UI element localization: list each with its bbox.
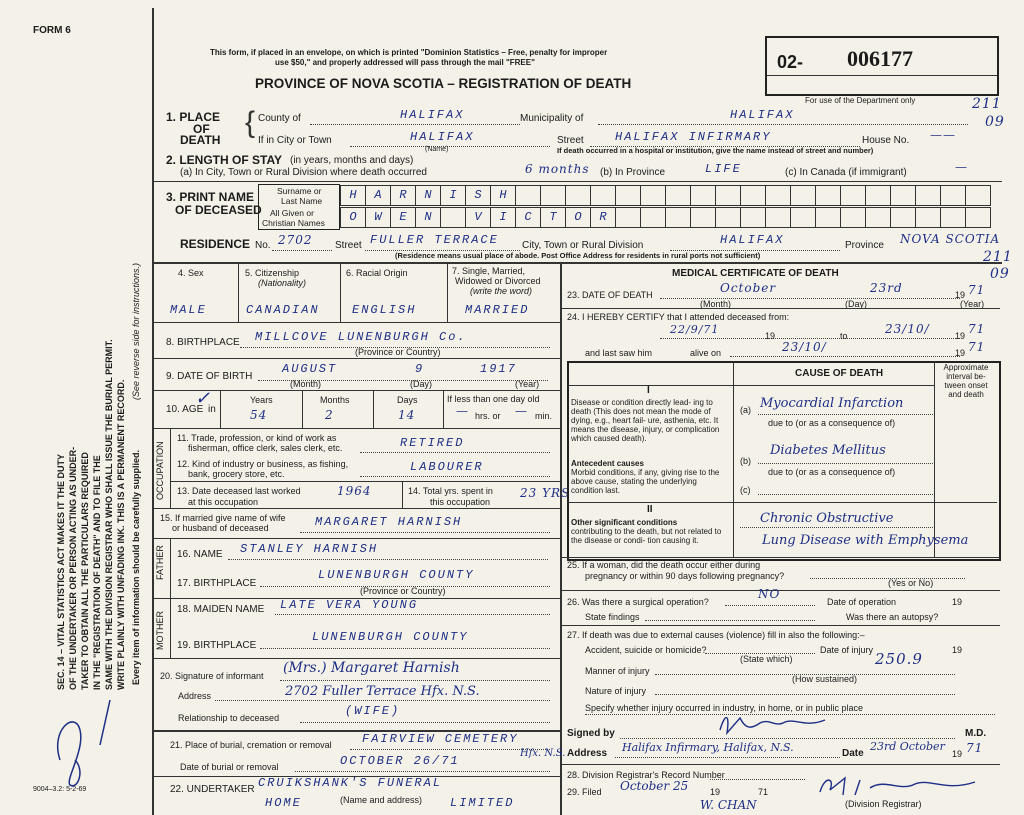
county-label: County of <box>258 113 301 124</box>
given-label: All Given or <box>270 208 314 218</box>
letter-box <box>790 185 816 206</box>
residence-label: RESIDENCE <box>180 237 251 251</box>
letter-box: R <box>390 185 416 206</box>
autopsy-label: Was there an autopsy? <box>846 612 939 622</box>
letter-box <box>865 185 891 206</box>
residence-city-label: City, Town or Rural Division <box>522 240 644 251</box>
certify-to-prefix: 19 <box>765 331 776 341</box>
side-text-1: SEC. 14 – VITAL STATISTICS ACT MAKES IT THE DUTY <box>56 453 66 690</box>
form-code: 9004–3.2: 5-2-69 <box>33 786 87 793</box>
city-value: HALIFAX <box>410 130 475 144</box>
certify-to-year: 71 <box>968 322 986 336</box>
last-worked-value: 1964 <box>337 484 372 498</box>
header-line2: use $50," and properly addressed will pass through the mail "FREE" <box>275 58 535 67</box>
accident-label: Accident, suicide or homicide? <box>585 645 707 655</box>
dept-code-4: 09 <box>990 266 1010 282</box>
father-bp-value: LUNENBURGH COUNTY <box>318 568 475 582</box>
letter-box <box>940 185 966 206</box>
s2-b-label: (b) In Province <box>600 167 666 178</box>
cause-b-label: (b) <box>740 456 751 466</box>
father-prov-sub: (Province or Country) <box>360 586 446 596</box>
age-years: 54 <box>250 408 268 422</box>
father-label: 16. NAME <box>177 549 223 560</box>
undertaker-value3: LIMITED <box>450 796 515 810</box>
age-months: 2 <box>325 408 334 422</box>
s2-a-label: (a) In City, Town or Rural Division where death occurred <box>180 167 427 178</box>
brace: { <box>245 106 256 139</box>
letter-box: T <box>540 207 566 228</box>
side-text-6: WRITE PLAINLY WITH UNFADING INK. THIS IS A PERMANENT RECORD. <box>116 379 126 690</box>
cause-a-value: Myocardial Infarction <box>760 396 904 411</box>
less-day: If less than one day old <box>447 394 540 404</box>
racial-label: 6. Racial Origin <box>346 268 408 278</box>
letter-box <box>440 207 466 228</box>
state-which: (State which) <box>740 654 793 664</box>
how-sub: (How sustained) <box>792 674 858 684</box>
residence-note: (Residence means usual place of abode. Post Office Address for residents in rural ports not sufficient) <box>395 251 761 260</box>
side-text-5: SAME WITH THE DIVISION REGISTRAR WHO SHALL ISSUE THE BURIAL PERMIT. <box>104 339 114 690</box>
month-sub: (Month) <box>290 379 322 389</box>
side-text-8: (See reverse side for instructions.) <box>131 262 141 400</box>
signer-date-19: 19 <box>952 749 963 759</box>
alive-date: 23/10/ <box>782 340 827 354</box>
findings-label: State findings <box>585 612 640 622</box>
op-date-label: Date of operation <box>827 597 897 607</box>
dod-year: 71 <box>968 283 986 297</box>
s3-label1: 3. PRINT NAME <box>166 190 255 204</box>
manner-label: Manner of injury <box>585 666 650 676</box>
reg-number: 006177 <box>847 46 913 71</box>
alive-year: 71 <box>968 340 986 354</box>
letter-box <box>840 185 866 206</box>
medical-title: MEDICAL CERTIFICATE OF DEATH <box>672 268 839 279</box>
alive-on-label: alive on <box>690 348 722 358</box>
part2-label: II <box>647 504 653 515</box>
side-text-4: IN THE "REGISTRATION OF DEATH" AND TO FILE THE <box>92 455 102 690</box>
mother-bp-value: LUNENBURGH COUNTY <box>312 630 469 644</box>
burial-place-label: 21. Place of burial, cremation or removal <box>170 740 332 750</box>
relation-label: Relationship to deceased <box>178 713 280 723</box>
signer-date-year: 71 <box>966 741 984 755</box>
signature-mark <box>30 690 130 790</box>
trade-value: RETIRED <box>400 436 465 450</box>
relation-value: (WIFE) <box>345 704 401 718</box>
letter-box <box>540 185 566 206</box>
letter-box <box>815 207 841 228</box>
letter-box <box>715 207 741 228</box>
informant-address: 2702 Fuller Terrace Hfx. N.S. <box>285 684 480 699</box>
letter-box: W <box>365 207 391 228</box>
birthplace-sub: (Province or Country) <box>355 347 441 357</box>
age-label: 10. AGE <box>166 404 204 415</box>
side-text-3: TAKER TO OBTAIN ALL THE PARTICULARS REQUIRED <box>80 452 90 690</box>
letter-box <box>865 207 891 228</box>
due-label-2: due to (or as a consequence of) <box>768 467 896 477</box>
specify-label: Specify whether injury occurred in industry, in home, or in public place <box>585 703 863 713</box>
letter-box <box>915 185 941 206</box>
filed-19: 19 <box>710 787 721 797</box>
dod-day: 23rd <box>870 281 903 295</box>
citizenship-sub: (Nationality) <box>258 278 307 288</box>
op-date-19: 19 <box>952 597 963 607</box>
letter-box <box>890 185 916 206</box>
cause-c-label: (c) <box>740 485 751 495</box>
spouse-label2: or husband of deceased <box>172 523 269 533</box>
letter-box: O <box>565 207 591 228</box>
cause-b-value: Diabetes Mellitus <box>770 443 886 458</box>
months-label: Months <box>320 395 350 405</box>
header-line1: This form, if placed in an envelope, on which is printed "Dominion Statistics – Free, penalty for improper <box>210 48 608 57</box>
municipality-label: Municipality of <box>520 113 584 124</box>
letter-box <box>790 207 816 228</box>
letter-box: O <box>340 207 366 228</box>
s2-b-value: LIFE <box>705 162 742 176</box>
surname-label2: Last Name <box>281 196 323 206</box>
undertaker-value2: HOME <box>265 796 302 810</box>
q28-label: 28. Division Registrar's Record Number <box>567 770 725 780</box>
surname-label: Surname or <box>277 186 322 196</box>
q25-label: 25. If a woman, did the death occur either during <box>567 560 761 570</box>
age-in: in <box>208 404 216 415</box>
cause-a-label: (a) <box>740 405 751 415</box>
informant-signature: (Mrs.) Margaret Harnish <box>283 660 460 676</box>
physician-signature <box>715 708 845 740</box>
total-label2: this occupation <box>430 497 491 507</box>
years-label: Years <box>250 395 273 405</box>
nature-label: Nature of injury <box>585 686 647 696</box>
form-title: PROVINCE OF NOVA SCOTIA – REGISTRATION OF DEATH <box>255 76 632 91</box>
marital-label: 7. Single, Married, <box>452 266 526 276</box>
certify-from: 22/9/71 <box>670 323 720 336</box>
letter-box <box>590 185 616 206</box>
side-text-7: Every item of information should be carefully supplied. <box>131 449 141 685</box>
spouse-label: 15. If married give name of wife <box>160 513 286 523</box>
hrs-label: hrs. or <box>475 411 501 421</box>
citizenship-label: 5. Citizenship <box>245 268 300 278</box>
signer-address-label: Address <box>567 748 608 759</box>
certify-to: 23/10/ <box>885 322 930 336</box>
letter-box <box>515 185 541 206</box>
dept-code-3: 211 <box>983 249 1013 265</box>
last-saw-label: and last saw him <box>585 348 653 358</box>
street-value: HALIFAX INFIRMARY <box>615 130 772 144</box>
filed-value: October 25 <box>620 779 689 793</box>
letter-box <box>640 185 666 206</box>
residence-province-label: Province <box>845 240 884 251</box>
residence-city: HALIFAX <box>720 233 785 247</box>
burial-place: FAIRVIEW CEMETERY <box>362 732 519 746</box>
yes-no-sub: (Yes or No) <box>888 578 934 588</box>
registrar-sub: (Division Registrar) <box>845 799 922 809</box>
sex-label: 4. Sex <box>178 268 204 278</box>
other-value-1: Chronic Obstructive <box>760 511 894 526</box>
letter-box: H <box>340 185 366 206</box>
s2-a-value: 6 months <box>525 162 590 176</box>
q25b-label: pregnancy or within 90 days following pregnancy? <box>585 571 785 581</box>
father-value: STANLEY HARNISH <box>240 542 379 556</box>
mother-bp-label: 19. BIRTHPLACE <box>177 640 257 651</box>
year-sub: (Year) <box>515 379 540 389</box>
letter-box: N <box>415 185 441 206</box>
dod-month: October <box>720 281 777 295</box>
letter-box <box>565 185 591 206</box>
part1-label: I <box>647 385 650 396</box>
letter-box <box>665 207 691 228</box>
certify-to-year-prefix: 19 <box>955 331 966 341</box>
letter-box <box>740 207 766 228</box>
letter-box <box>815 185 841 206</box>
checkmark-icon: ✓ <box>195 388 212 409</box>
min-value: — <box>515 404 528 418</box>
trade-label2: fisherman, office clerk, sales clerk, etc. <box>188 443 343 453</box>
signer-date-label: Date <box>842 748 864 759</box>
letter-box <box>615 207 641 228</box>
mother-label: 18. MAIDEN NAME <box>177 604 265 615</box>
letter-box: S <box>465 185 491 206</box>
registration-box <box>765 36 999 96</box>
letter-box <box>915 207 941 228</box>
dept-code-2: 09 <box>985 114 1005 130</box>
letter-box <box>940 207 966 228</box>
residence-province: NOVA SCOTIA <box>900 232 1001 246</box>
days-label: Days <box>397 395 418 405</box>
disease-label: Disease or condition directly lead- ing to death (This does not mean the mode of dying, e.g., heart fail- ure, asthenia, etc. It means the disease, injury, or complication which caused death). <box>571 398 720 443</box>
residence-no: 2702 <box>278 233 313 247</box>
s1-of: OF <box>193 122 210 136</box>
letter-box: A <box>365 185 391 206</box>
county-value: HALIFAX <box>400 108 465 122</box>
racial-value: ENGLISH <box>352 303 417 317</box>
last-worked-label: 13. Date deceased last worked <box>177 486 301 496</box>
hrs-value: — <box>456 404 469 418</box>
birthplace-label: 8. BIRTHPLACE <box>166 337 240 348</box>
municipality-value: HALIFAX <box>730 108 795 122</box>
dod-label: 23. DATE OF DEATH <box>567 290 653 300</box>
letter-box: R <box>590 207 616 228</box>
letter-box: V <box>465 207 491 228</box>
industry-value: LABOURER <box>410 460 484 474</box>
letter-box <box>965 207 991 228</box>
spouse-value: MARGARET HARNISH <box>315 515 463 529</box>
marital-label2: Widowed or Divorced <box>455 276 541 286</box>
certify-to-label: to <box>840 331 848 341</box>
total-value: 23 YRS <box>520 486 571 500</box>
s3-label2: OF DECEASED <box>175 203 262 217</box>
house-label: House No. <box>862 135 910 146</box>
letter-box <box>890 207 916 228</box>
letter-box <box>690 185 716 206</box>
sex-value: MALE <box>170 303 207 317</box>
s2-label: 2. LENGTH OF STAY <box>166 153 283 167</box>
s2-c-value: — <box>955 160 968 174</box>
interval-label: Approximate interval be- tween onset and death <box>943 363 989 399</box>
antecedent-label: Antecedent causes <box>571 459 644 468</box>
injury-19: 19 <box>952 645 963 655</box>
letter-box <box>765 207 791 228</box>
dod-day-sub: (Day) <box>845 299 867 309</box>
age-days: 14 <box>398 408 416 422</box>
burial-date: OCTOBER 26/71 <box>340 754 460 768</box>
name-sub: (Name) <box>425 146 449 153</box>
other-value-2: Lung Disease with Emphysema <box>762 533 969 548</box>
dod-year-prefix: 19 <box>955 290 966 300</box>
signer-date: 23rd October <box>870 740 945 753</box>
registrar-signature <box>815 770 985 800</box>
dob-year: 1917 <box>480 362 517 376</box>
reg-prefix: 02- <box>777 52 804 72</box>
dod-month-sub: (Month) <box>700 299 732 309</box>
undertaker-label: 22. UNDERTAKER <box>170 784 255 795</box>
informant-sig-label: 20. Signature of informant <box>160 671 264 681</box>
letter-box <box>765 185 791 206</box>
letter-box <box>690 207 716 228</box>
q29-label: 29. Filed <box>567 787 602 797</box>
father-bp-label: 17. BIRTHPLACE <box>177 578 257 589</box>
mother-side: MOTHER <box>155 611 165 650</box>
letter-box <box>665 185 691 206</box>
side-text-2: OF THE UNDERTAKER OR PERSON ACTING AS UNDER- <box>68 446 78 690</box>
citizenship-value: CANADIAN <box>246 303 320 317</box>
letter-box <box>965 185 991 206</box>
trade-label: 11. Trade, profession, or kind of work as <box>177 433 337 443</box>
informant-address-label: Address <box>178 691 212 701</box>
letter-box <box>615 185 641 206</box>
burial-place2: Hfx. N.S. <box>520 748 566 759</box>
dob-label: 9. DATE OF BIRTH <box>166 371 253 382</box>
form-label: FORM 6 <box>33 25 71 36</box>
burial-date-label: Date of burial or removal <box>180 762 279 772</box>
signed-label: Signed by <box>567 728 615 739</box>
residence-no-label: No. <box>255 240 271 251</box>
q26-label: 26. Was there a surgical operation? <box>567 597 709 607</box>
mother-value: LATE VERA YOUNG <box>280 598 419 612</box>
dept-code-1: 211 <box>972 96 1002 112</box>
antecedent-label2: Morbid conditions, if any, giving rise to the above cause, stating the underlying condition last. <box>571 468 720 495</box>
cause-title: CAUSE OF DEATH <box>795 368 884 379</box>
letter-box: I <box>490 207 516 228</box>
undertaker-value: CRUIKSHANK'S FUNERAL <box>258 776 443 790</box>
residence-street-label: Street <box>335 240 362 251</box>
letter-box: H <box>490 185 516 206</box>
letter-box <box>840 207 866 228</box>
birthplace-value: MILLCOVE LUNENBURGH Co. <box>255 330 467 344</box>
other-label: Other significant conditions <box>571 518 678 527</box>
letter-box: E <box>390 207 416 228</box>
min-label: min. <box>535 411 553 421</box>
s2-sub: (in years, months and days) <box>290 155 414 166</box>
letter-box: C <box>515 207 541 228</box>
coder-code: 250.9 <box>875 650 923 668</box>
industry-label2: bank, grocery store, etc. <box>188 469 285 479</box>
alive-year-prefix: 19 <box>955 348 966 358</box>
s1-label: 1. PLACE <box>166 110 221 124</box>
letter-box: N <box>415 207 441 228</box>
letter-box <box>715 185 741 206</box>
filed-year: 71 <box>758 787 769 797</box>
s2-c-label: (c) In Canada (if immigrant) <box>785 167 907 178</box>
q27-label: 27. If death was due to external causes (violence) fill in also the following:– <box>567 630 865 640</box>
letter-box <box>640 207 666 228</box>
street-label: Street <box>557 135 584 146</box>
dob-day: 9 <box>415 362 425 376</box>
certify-label: 24. I HEREBY CERTIFY that I attended deceased from: <box>567 312 790 322</box>
residence-street: FULLER TERRACE <box>370 233 499 247</box>
other-label2: contributing to the death, but not related to the disease or condi- tion causing it. <box>571 527 722 545</box>
day-sub: (Day) <box>410 379 432 389</box>
injury-date-label: Date of injury <box>820 645 874 655</box>
city-label: If in City or Town <box>258 135 332 146</box>
marital-label3: (write the word) <box>470 286 533 296</box>
father-side: FATHER <box>155 545 165 580</box>
q26-value: NO <box>758 587 781 601</box>
occupation-side: OCCUPATION <box>155 441 165 500</box>
marital-value: MARRIED <box>465 303 530 317</box>
given-label2: Christian Names <box>262 218 325 228</box>
hospital-note: If death occurred in a hospital or institution, give the name instead of street and number) <box>557 146 874 155</box>
letter-box <box>740 185 766 206</box>
undertaker-sub: (Name and address) <box>340 795 423 805</box>
letter-box: I <box>440 185 466 206</box>
house-value: —— <box>930 128 956 142</box>
total-label: 14. Total yrs. spent in <box>408 486 493 496</box>
dob-month: AUGUST <box>282 362 338 376</box>
last-worked-label2: at this occupation <box>188 497 259 507</box>
signer-address: Halifax Infirmary, Halifax, N.S. <box>622 741 794 754</box>
dod-year-sub: (Year) <box>960 299 985 309</box>
s1-death: DEATH <box>180 133 221 147</box>
clerk-initials: W. CHAN <box>700 798 757 812</box>
dept-use: For use of the Department only <box>805 96 916 105</box>
industry-label: 12. Kind of industry or business, as fishing, <box>177 459 349 469</box>
md-label: M.D. <box>965 728 987 739</box>
due-label-1: due to (or as a consequence of) <box>768 418 896 428</box>
